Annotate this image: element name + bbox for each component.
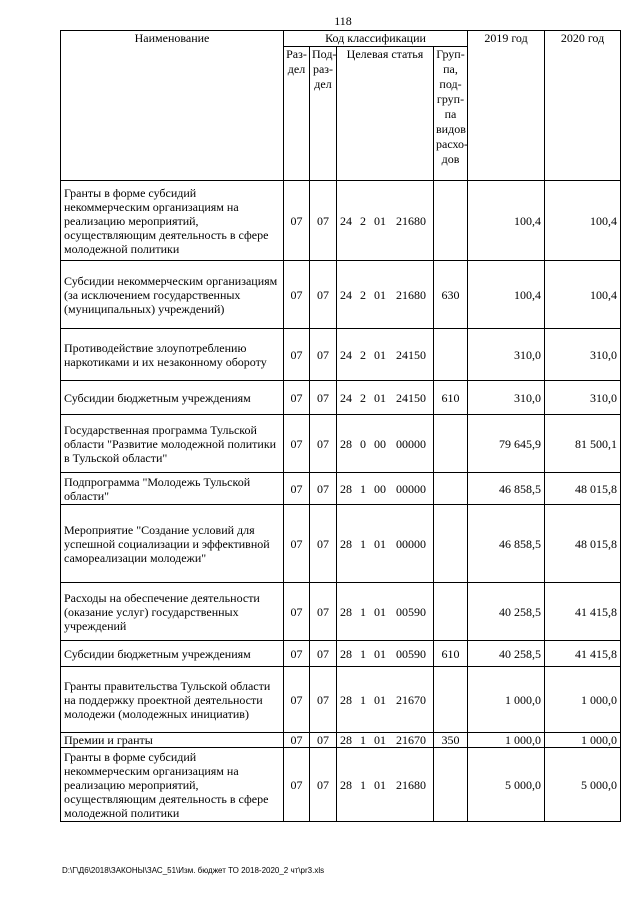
row-name: Субсидии некоммерческим организациям (за исключением государственных (муниципальных) учреждений) (61, 261, 284, 329)
row-podrazdel: 07 (310, 329, 337, 381)
header-group: Груп- па, под- груп- па видов расхо- дов (434, 47, 468, 181)
row-target-article: 28 1 01 00590 (337, 583, 434, 641)
page-number: 118 (334, 14, 352, 28)
header-code: Код классификации (284, 31, 468, 47)
row-razdel: 07 (284, 641, 310, 667)
row-group: 630 (434, 261, 468, 329)
row-podrazdel: 07 (310, 583, 337, 641)
row-name: Гранты правительства Тульской области на поддержку проектной деятельности молодежи (молодежных инициатив) (61, 667, 284, 733)
row-razdel: 07 (284, 181, 310, 261)
row-target-article: 28 1 01 00590 (337, 641, 434, 667)
row-podrazdel: 07 (310, 415, 337, 473)
row-value-2020: 310,0 (545, 329, 621, 381)
row-value-2019: 310,0 (468, 329, 545, 381)
table-row (61, 415, 621, 473)
row-group: 350 (434, 733, 468, 748)
row-target-article: 28 1 01 21680 (337, 748, 434, 822)
row-target-article: 24 2 01 21680 (337, 181, 434, 261)
row-group (434, 181, 468, 261)
table-body (61, 181, 621, 822)
row-name: Мероприятие "Создание условий для успешной социализации и эффективной самореализации молодежи" (61, 505, 284, 583)
table-row (61, 181, 621, 261)
row-podrazdel: 07 (310, 381, 337, 415)
row-value-2020: 1 000,0 (545, 733, 621, 748)
row-name: Противодействие злоупотреблению наркотиками и их незаконному обороту (61, 329, 284, 381)
row-podrazdel: 07 (310, 261, 337, 329)
table-row (61, 733, 621, 748)
row-name: Субсидии бюджетным учреждениям (61, 641, 284, 667)
row-value-2019: 100,4 (468, 261, 545, 329)
row-value-2020: 41 415,8 (545, 583, 621, 641)
row-value-2019: 40 258,5 (468, 641, 545, 667)
row-target-article: 28 1 01 21670 (337, 733, 434, 748)
header-name: Наименование (61, 31, 284, 181)
row-razdel: 07 (284, 505, 310, 583)
row-razdel: 07 (284, 329, 310, 381)
row-value-2019: 79 645,9 (468, 415, 545, 473)
row-target-article: 28 1 00 00000 (337, 473, 434, 505)
table-row (61, 261, 621, 329)
row-value-2020: 100,4 (545, 261, 621, 329)
row-target-article: 24 2 01 24150 (337, 381, 434, 415)
row-value-2020: 41 415,8 (545, 641, 621, 667)
table-row (61, 667, 621, 733)
row-razdel: 07 (284, 583, 310, 641)
header-podrazdel: Под- раз- дел (310, 47, 337, 181)
row-target-article: 28 0 00 00000 (337, 415, 434, 473)
row-target-article: 24 2 01 21680 (337, 261, 434, 329)
row-value-2020: 310,0 (545, 381, 621, 415)
row-value-2020: 5 000,0 (545, 748, 621, 822)
budget-table (60, 30, 621, 822)
table-row (61, 381, 621, 415)
header-year-2019: 2019 год (468, 31, 545, 181)
row-name: Субсидии бюджетным учреждениям (61, 381, 284, 415)
row-value-2019: 46 858,5 (468, 473, 545, 505)
header-razdel: Раз- дел (284, 47, 310, 181)
row-group (434, 473, 468, 505)
table-row (61, 473, 621, 505)
row-name: Гранты в форме субсидий некоммерческим организациям на реализацию мероприятий, осуществляющим деятельность в сфере молодежной политики (61, 748, 284, 822)
table-row (61, 505, 621, 583)
row-group (434, 415, 468, 473)
table-row (61, 641, 621, 667)
row-target-article: 24 2 01 24150 (337, 329, 434, 381)
row-value-2020: 1 000,0 (545, 667, 621, 733)
row-podrazdel: 07 (310, 473, 337, 505)
row-value-2019: 310,0 (468, 381, 545, 415)
table-row (61, 329, 621, 381)
row-name: Подпрограмма "Молодежь Тульской области" (61, 473, 284, 505)
row-group (434, 667, 468, 733)
row-group (434, 505, 468, 583)
row-group (434, 329, 468, 381)
row-razdel: 07 (284, 473, 310, 505)
row-razdel: 07 (284, 667, 310, 733)
row-podrazdel: 07 (310, 667, 337, 733)
row-name: Расходы на обеспечение деятельности (оказание услуг) государственных учреждений (61, 583, 284, 641)
row-podrazdel: 07 (310, 748, 337, 822)
row-podrazdel: 07 (310, 641, 337, 667)
row-razdel: 07 (284, 733, 310, 748)
row-value-2019: 100,4 (468, 181, 545, 261)
row-name: Государственная программа Тульской области "Развитие молодежной политики в Тульской области" (61, 415, 284, 473)
row-group (434, 583, 468, 641)
header-target-article: Целевая статья (337, 47, 434, 181)
row-razdel: 07 (284, 748, 310, 822)
row-group: 610 (434, 381, 468, 415)
row-value-2019: 40 258,5 (468, 583, 545, 641)
row-podrazdel: 07 (310, 505, 337, 583)
row-value-2019: 5 000,0 (468, 748, 545, 822)
row-value-2020: 81 500,1 (545, 415, 621, 473)
table-row (61, 583, 621, 641)
row-value-2020: 48 015,8 (545, 473, 621, 505)
row-target-article: 28 1 01 21670 (337, 667, 434, 733)
row-target-article: 28 1 01 00000 (337, 505, 434, 583)
row-group (434, 748, 468, 822)
row-podrazdel: 07 (310, 181, 337, 261)
header-year-2020: 2020 год (545, 31, 621, 181)
row-value-2019: 46 858,5 (468, 505, 545, 583)
row-podrazdel: 07 (310, 733, 337, 748)
row-group: 610 (434, 641, 468, 667)
row-value-2020: 48 015,8 (545, 505, 621, 583)
row-name: Гранты в форме субсидий некоммерческим организациям на реализацию мероприятий, осуществляющим деятельность в сфере молодежной политики (61, 181, 284, 261)
row-razdel: 07 (284, 415, 310, 473)
row-value-2019: 1 000,0 (468, 667, 545, 733)
row-value-2020: 100,4 (545, 181, 621, 261)
row-name: Премии и гранты (61, 733, 284, 748)
row-value-2019: 1 000,0 (468, 733, 545, 748)
row-razdel: 07 (284, 261, 310, 329)
table-row (61, 748, 621, 822)
row-razdel: 07 (284, 381, 310, 415)
file-path-footer: D:\Г\Д6\2018\ЗАКОНЫ\ЗАС_51\Изм. бюджет ТО 2018-2020_2 чт\pr3.xls (62, 866, 325, 875)
